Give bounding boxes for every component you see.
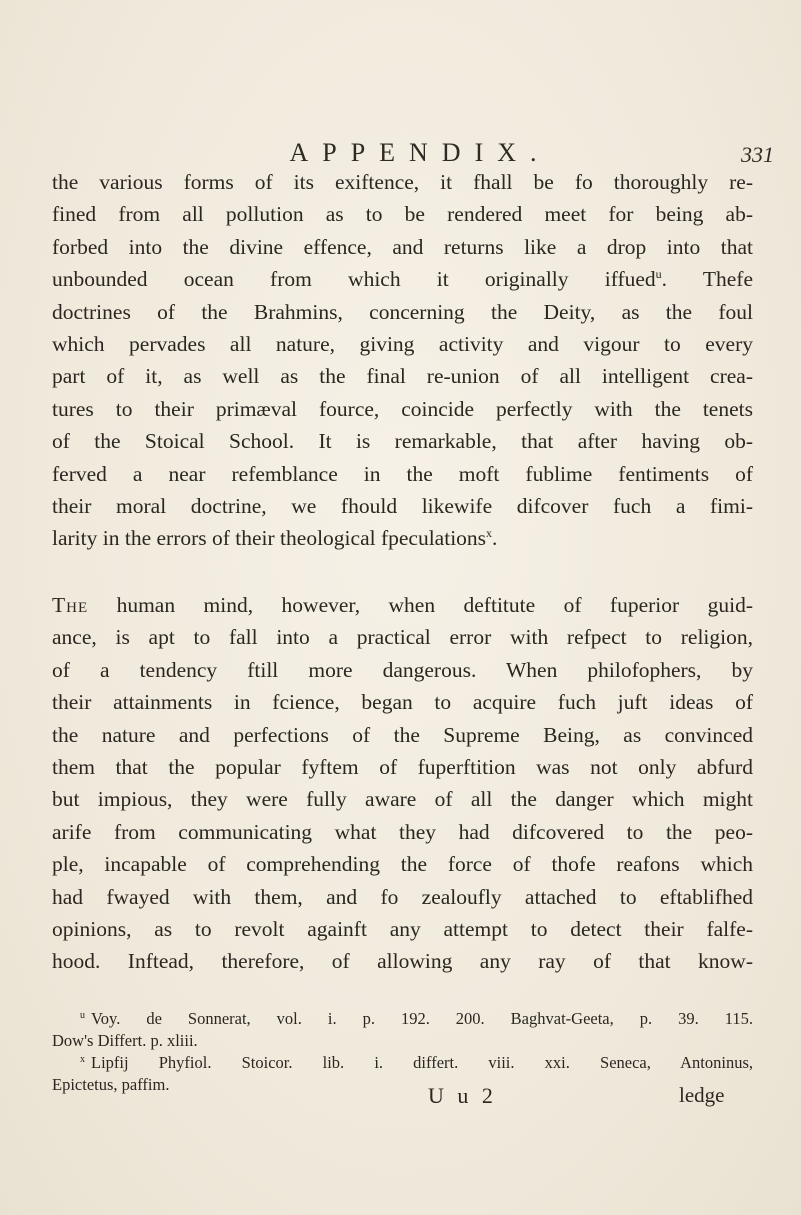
text-line [52, 589, 753, 621]
footnote-ref-u: u [655, 267, 662, 282]
text-segment: Thefe [702, 267, 753, 292]
catchword: ledge [679, 1083, 725, 1107]
text-line: hood. Inftead, therefore, of allowing any ray of that know- [52, 949, 753, 974]
footnotes [52, 1008, 753, 1096]
text-line: had fwayed with them, and fo zealoufly attached to eftablifhed [52, 884, 753, 909]
footnote-text: Voy. de Sonnerat, vol. i. p. 192. 200. Baghvat-Geeta, p. 39. 115. [91, 1009, 753, 1028]
footnote-x [52, 1052, 753, 1074]
footnote-u [52, 1008, 753, 1030]
footnote-mark: x [80, 1053, 85, 1065]
text-line: ance, is apt to fall into a practical error with refpect to religion, [52, 625, 753, 650]
text-line: arife from communicating what they had difcovered to the peo- [52, 819, 753, 844]
text-line: them that the popular fyftem of fuperftition was not only abfurd [52, 754, 753, 779]
lead-word: The [52, 592, 89, 617]
text-line: ple, incapable of comprehending the force of thofe reafons which [52, 852, 753, 877]
text-line: doctrines of the Brahmins, concerning the Deity, as the foul [52, 299, 753, 324]
text-line: their attainments in fcience, began to acquire fuch juft ideas of [52, 690, 753, 715]
text-segment: human mind, however, when deftitute of fuperior guid- [116, 592, 753, 617]
text-segment: larity in the errors of their theological fpeculations [52, 526, 487, 551]
text-line: which pervades all nature, giving activity and vigour to every [52, 332, 753, 357]
text-line: fined from all pollution as to be rendered meet for being ab- [52, 202, 753, 227]
text-segment: unbounded ocean from which it originally iffued [52, 267, 656, 292]
page-number: 331 [741, 142, 774, 167]
paragraph-gap [52, 555, 753, 589]
text-line: but impious, they were fully aware of all the danger which might [52, 787, 753, 812]
running-title: APPENDIX. [289, 138, 551, 167]
text-line: their moral doctrine, we fhould likewife difcover fuch a fimi- [52, 494, 753, 519]
text-line: larity in the errors of their theological fpeculations$^x$. [52, 526, 498, 551]
signature-mark: U u 2 [428, 1083, 497, 1108]
text-line: the nature and perfections of the Supreme Being, as convinced [52, 722, 753, 747]
footnote-x-continuation: Epictetus, paffim. [52, 1075, 170, 1094]
footnote-u-continuation: Dow's Differt. p. xliii. [52, 1031, 198, 1050]
text-line: ferved a near refemblance in the moft fublime fentiments of [52, 461, 753, 486]
footnote-mark: u [80, 1009, 85, 1021]
text-line: opinions, as to revolt againft any attempt to detect their falfe- [52, 916, 753, 941]
footnote-text: Lipfij Phyfiol. Stoicor. lib. i. differt. viii. xxi. Seneca, Antoninus, [91, 1053, 753, 1072]
text-line: forbed into the divine effence, and returns like a drop into that [52, 234, 753, 259]
text-line: part of it, as well as the final re-union of all intelligent crea- [52, 364, 753, 389]
text-line: of the Stoical School. It is remarkable, that after having ob- [52, 429, 753, 454]
main-text [52, 166, 753, 978]
text-line: the various forms of its exiftence, it fhall be fo thoroughly re- [52, 170, 753, 194]
footnote-ref-x: x [486, 526, 493, 541]
text-line: of a tendency ftill more dangerous. When philofophers, by [52, 657, 753, 682]
text-line: tures to their primæval fource, coincide perfectly with the tenets [52, 396, 753, 421]
text-line: unbounded ocean from which it originally iffued$^u$. Thefe [52, 267, 753, 292]
